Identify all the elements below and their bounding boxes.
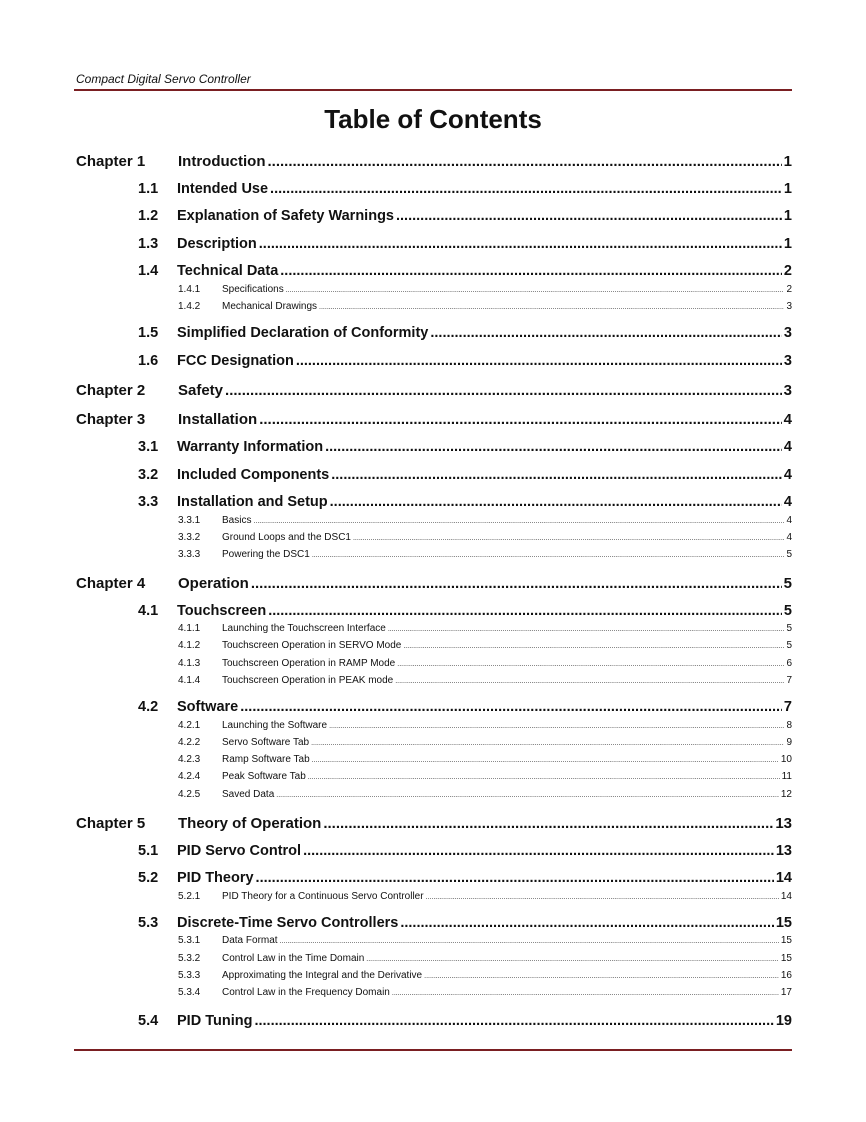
toc-entry-page: 4 [786,532,792,543]
toc-entry-title: Theory of Operation [178,815,322,832]
toc-entry-chapter-2[interactable] [76,382,792,399]
toc-entry-number: Chapter 3 [76,411,146,428]
toc-entry-page: 4 [783,439,792,455]
toc-dot-leader [268,603,782,619]
toc-entry-number: 1.4.2 [178,301,201,312]
toc-dot-leader [312,552,785,559]
toc-dot-leader [331,467,782,483]
toc-dot-leader [366,956,779,963]
toc-entry-number: 5.3.1 [178,935,201,946]
toc-entry-1-3[interactable] [138,236,792,252]
toc-entry-chapter-4[interactable] [76,575,792,592]
toc-dot-leader [240,699,782,715]
toc-entry-number: 1.4 [138,263,159,279]
toc-entry-page: 9 [786,737,792,748]
toc-entry-page: 19 [775,1013,792,1029]
toc-entry-title: PID Tuning [177,1013,253,1029]
toc-dot-leader [296,353,782,369]
toc-entry-4-1-3[interactable] [178,658,792,669]
toc-dot-leader [308,774,780,781]
toc-entry-5-1[interactable] [138,843,792,859]
toc-dot-leader [270,181,782,197]
toc-dot-leader [280,263,782,279]
toc-entry-number: 5.3.2 [178,953,201,964]
toc-entry-page: 15 [775,915,792,931]
toc-entry-5-3-4[interactable] [178,987,792,998]
toc-entry-title: Operation [178,575,249,592]
toc-entry-page: 12 [780,789,792,800]
toc-entry-3-3-1[interactable] [178,515,792,526]
toc-entry-title: Explanation of Safety Warnings [177,208,394,224]
toc-dot-leader [325,439,782,455]
toc-entry-title: Peak Software Tab [222,771,306,782]
toc-dot-leader [267,153,781,170]
toc-entry-title: Launching the Touchscreen Interface [222,623,386,634]
toc-entry-4-1-1[interactable] [178,623,792,634]
toc-entry-page: 4 [783,494,792,510]
running-header: Compact Digital Servo Controller [76,72,251,86]
toc-entry-5-4[interactable] [138,1013,792,1029]
toc-entry-4-2-5[interactable] [178,789,792,800]
toc-dot-leader [426,894,779,901]
toc-entry-1-4-2[interactable] [178,301,792,312]
toc-entry-1-6[interactable] [138,353,792,369]
toc-entry-title: Touchscreen Operation in RAMP Mode [222,658,396,669]
toc-entry-title: Ground Loops and the DSC1 [222,532,351,543]
toc-entry-page: 11 [781,771,792,782]
toc-entry-title: FCC Designation [177,353,294,369]
toc-dot-leader [251,575,782,592]
toc-entry-title: Launching the Software [222,720,328,731]
toc-entry-page: 4 [786,515,792,526]
toc-entry-page: 15 [780,935,792,946]
toc-entry-number: Chapter 2 [76,382,146,399]
toc-entry-page: 8 [786,720,792,731]
toc-entry-number: 1.2 [138,208,159,224]
toc-entry-page: 2 [783,263,792,279]
toc-entry-number: 5.2.1 [178,891,201,902]
toc-entry-page: 5 [783,603,792,619]
toc-entry-number: 4.2.2 [178,737,201,748]
toc-dot-leader [311,740,784,747]
toc-entry-number: 3.3.1 [178,515,201,526]
toc-dot-leader [396,208,782,224]
toc-dot-leader [395,678,784,685]
toc-entry-1-5[interactable] [138,325,792,341]
toc-entry-5-3-1[interactable] [178,935,792,946]
toc-entry-number: Chapter 4 [76,575,146,592]
footer-rule [74,1049,792,1051]
toc-entry-page: 3 [783,353,792,369]
toc-dot-leader [323,815,773,832]
toc-entry-number: 4.2.3 [178,754,201,765]
toc-entry-number: 4.1 [138,603,159,619]
toc-dot-leader [280,938,779,945]
toc-entry-title: PID Theory for a Continuous Servo Controller [222,891,424,902]
toc-entry-5-3-2[interactable] [178,953,792,964]
toc-entry-title: Installation and Setup [177,494,328,510]
toc-entry-number: 4.2 [138,699,159,715]
toc-entry-title: Description [177,236,257,252]
toc-entry-page: 1 [783,153,792,170]
toc-entry-title: Control Law in the Time Domain [222,953,365,964]
toc-entry-title: Control Law in the Frequency Domain [222,987,390,998]
toc-entry-chapter-1[interactable] [76,153,792,170]
toc-entry-page: 15 [780,953,792,964]
toc-entry-4-1[interactable] [138,603,792,619]
toc-dot-leader [353,535,784,542]
toc-dot-leader [319,304,784,311]
toc-entry-title: Discrete-Time Servo Controllers [177,915,399,931]
toc-dot-leader [259,236,782,252]
toc-dot-leader [388,626,785,633]
toc-entry-title: Saved Data [222,789,275,800]
toc-dot-leader [259,411,781,428]
toc-entry-page: 7 [783,699,792,715]
toc-entry-page: 13 [775,815,792,832]
toc-entry-title: Warranty Information [177,439,324,455]
toc-entry-number: 1.6 [138,353,159,369]
page-title: Table of Contents [324,104,542,134]
toc-entry-number: 4.2.1 [178,720,201,731]
toc-entry-3-1[interactable] [138,439,792,455]
toc-entry-title: Software [177,699,239,715]
toc-entry-page: 17 [780,987,792,998]
toc-entry-title: Intended Use [177,181,269,197]
toc-entry-page: 6 [786,658,792,669]
toc-entry-5-2-1[interactable] [178,891,792,902]
toc-entry-number: 1.3 [138,236,159,252]
toc-dot-leader [276,792,779,799]
toc-entry-number: Chapter 1 [76,153,146,170]
toc-entry-page: 14 [780,891,792,902]
toc-entry-number: 1.4.1 [178,284,201,295]
toc-entry-number: 3.3.2 [178,532,201,543]
toc-entry-number: 4.2.4 [178,771,201,782]
toc-entry-title: Simplified Declaration of Conformity [177,325,429,341]
toc-entry-title: Safety [178,382,224,399]
toc-entry-3-3-3[interactable] [178,549,792,560]
toc-entry-title: PID Theory [177,870,254,886]
toc-dot-leader [403,643,784,650]
toc-entry-title: Touchscreen [177,603,267,619]
toc-entry-title: Touchscreen Operation in PEAK mode [222,675,394,686]
toc-dot-leader [400,915,774,931]
toc-entry-number: 5.1 [138,843,159,859]
toc-entry-4-2-1[interactable] [178,720,792,731]
toc-entry-page: 3 [783,325,792,341]
toc-entry-1-4-1[interactable] [178,284,792,295]
toc-entry-4-2-4[interactable] [178,771,792,782]
toc-entry-page: 1 [783,208,792,224]
toc-entry-title: Approximating the Integral and the Derivative [222,970,423,981]
toc-entry-number: 4.1.1 [178,623,201,634]
toc-entry-title: PID Servo Control [177,843,302,859]
toc-entry-4-1-2[interactable] [178,640,792,651]
toc-entry-page: 3 [783,382,792,399]
toc-entry-1-4[interactable] [138,263,792,279]
toc-entry-page: 4 [783,411,792,428]
toc-entry-page: 14 [775,870,792,886]
toc-entry-3-3[interactable] [138,494,792,510]
toc-entry-3-3-2[interactable] [178,532,792,543]
toc-entry-title: Mechanical Drawings [222,301,318,312]
toc-entry-4-2-2[interactable] [178,737,792,748]
toc-entry-number: 5.3.3 [178,970,201,981]
toc-dot-leader [286,287,785,294]
toc-entry-title: Servo Software Tab [222,737,310,748]
toc-entry-3-2[interactable] [138,467,792,483]
toc-entry-5-3-3[interactable] [178,970,792,981]
toc-dot-leader [329,723,784,730]
toc-dot-leader [392,990,779,997]
toc-entry-5-2[interactable] [138,870,792,886]
toc-entry-title: Installation [178,411,258,428]
toc-entry-number: 1.5 [138,325,159,341]
toc-entry-number: Chapter 5 [76,815,146,832]
toc-dot-leader [253,518,784,525]
toc-dot-leader [303,843,774,859]
toc-entry-title: Ramp Software Tab [222,754,310,765]
toc-entry-4-2[interactable] [138,699,792,715]
toc-entry-title: Specifications [222,284,284,295]
toc-entry-number: 3.3.3 [178,549,201,560]
toc-entry-page: 5 [786,640,792,651]
toc-dot-leader [424,973,779,980]
toc-dot-leader [254,1013,773,1029]
toc-entry-page: 5 [783,575,792,592]
toc-entry-1-1[interactable] [138,181,792,197]
toc-entry-page: 16 [780,970,792,981]
toc-entry-4-1-4[interactable] [178,675,792,686]
toc-entry-page: 7 [786,675,792,686]
toc-entry-title: Included Components [177,467,330,483]
toc-entry-title: Data Format [222,935,278,946]
toc-entry-page: 2 [786,284,792,295]
toc-entry-page: 5 [786,623,792,634]
toc-entry-number: 4.2.5 [178,789,201,800]
toc-entry-number: 5.3 [138,915,159,931]
toc-entry-number: 1.1 [138,181,159,197]
toc-entry-number: 5.3.4 [178,987,201,998]
toc-entry-page: 13 [775,843,792,859]
toc-entry-title: Powering the DSC1 [222,549,310,560]
toc-entry-number: 4.1.2 [178,640,201,651]
toc-entry-5-3[interactable] [138,915,792,931]
toc-entry-number: 5.2 [138,870,159,886]
toc-entry-page: 3 [786,301,792,312]
toc-dot-leader [225,382,782,399]
toc-entry-number: 4.1.4 [178,675,201,686]
toc-entry-number: 4.1.3 [178,658,201,669]
toc-dot-leader [330,494,782,510]
toc-entry-4-2-3[interactable] [178,754,792,765]
toc-entry-1-2[interactable] [138,208,792,224]
toc-entry-number: 3.2 [138,467,159,483]
toc-entry-page: 1 [783,181,792,197]
toc-entry-title: Basics [222,515,252,526]
toc-entry-page: 5 [786,549,792,560]
toc-entry-number: 5.4 [138,1013,159,1029]
toc-dot-leader [430,325,782,341]
toc-entry-number: 3.3 [138,494,159,510]
toc-entry-chapter-3[interactable] [76,411,792,428]
toc-entry-title: Touchscreen Operation in SERVO Mode [222,640,402,651]
toc-entry-number: 3.1 [138,439,159,455]
toc-entry-title: Technical Data [177,263,279,279]
toc-entry-chapter-5[interactable] [76,815,792,832]
toc-entry-title: Introduction [178,153,266,170]
toc-entry-page: 4 [783,467,792,483]
toc-entry-page: 10 [780,754,792,765]
toc-dot-leader [256,870,774,886]
toc-dot-leader [397,661,784,668]
toc-entry-page: 1 [783,236,792,252]
toc-dot-leader [312,757,779,764]
